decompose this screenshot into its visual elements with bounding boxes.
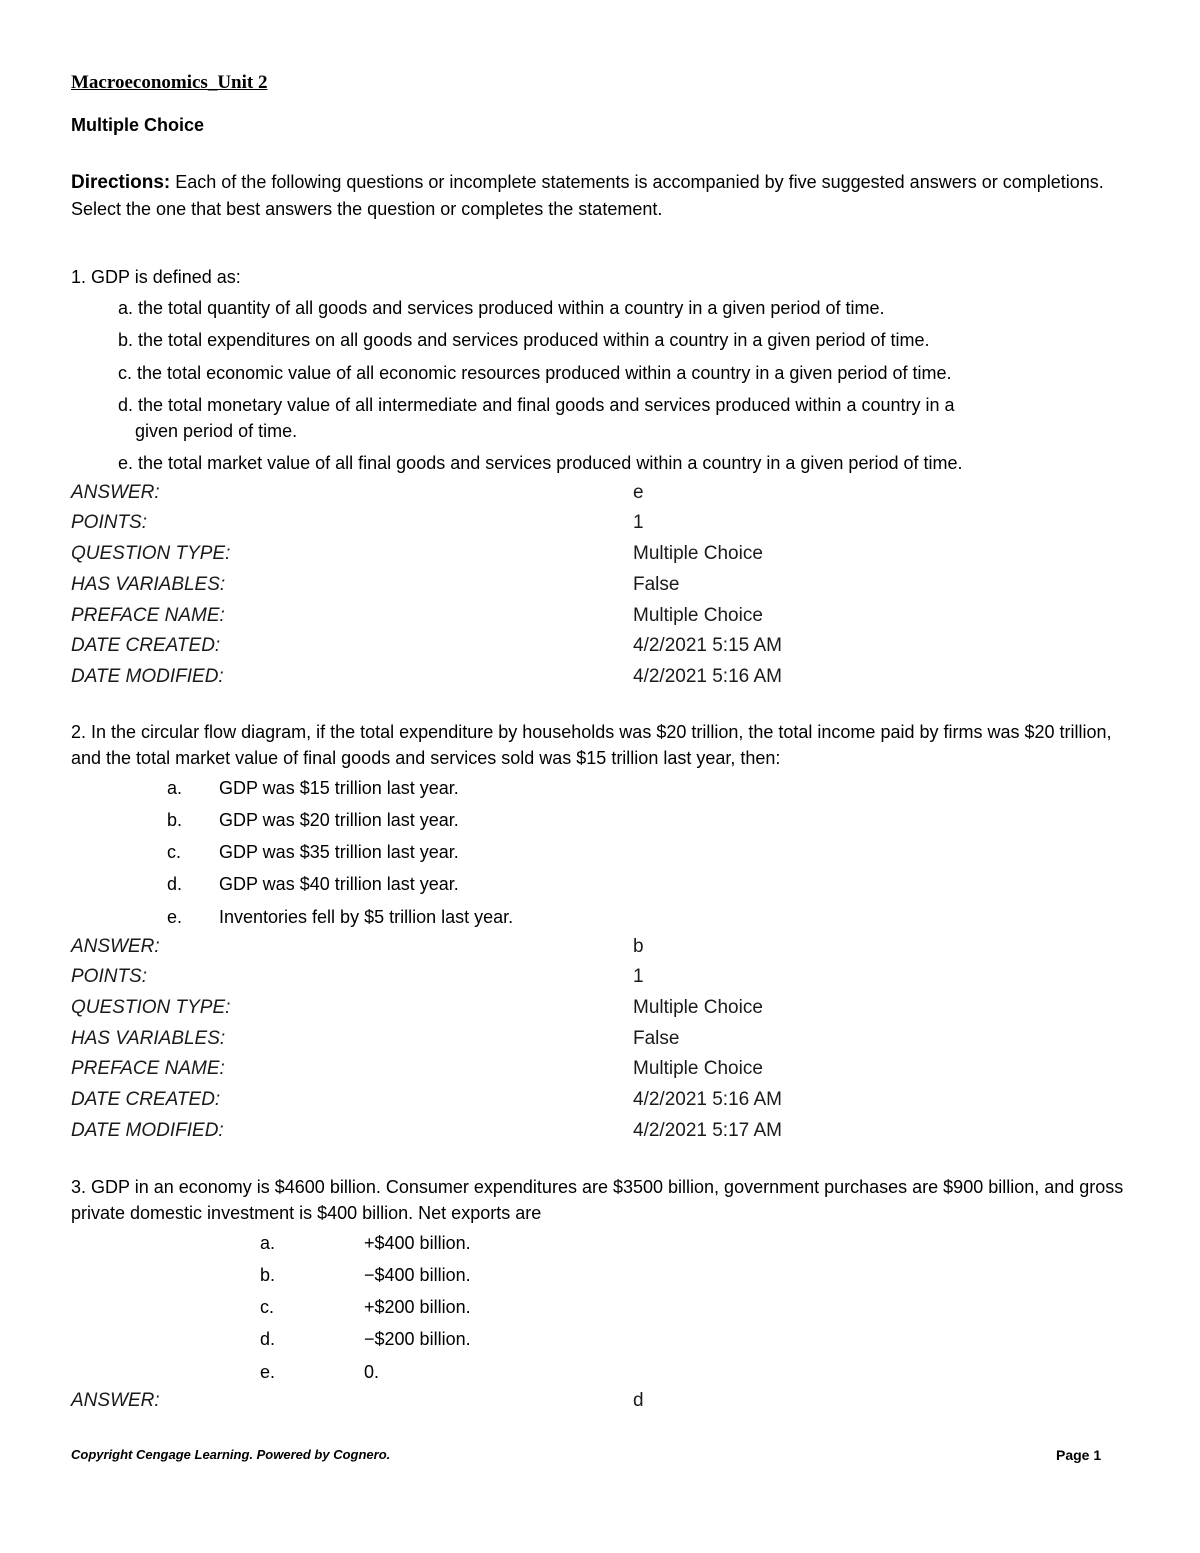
option-text: the total quantity of all goods and services produced within a country in a given period of time.: [138, 298, 885, 318]
meta-row-has-variables: [71, 1028, 871, 1056]
meta-row-points: [71, 512, 871, 540]
document-title: Macroeconomics_Unit 2: [71, 72, 268, 93]
question-1-option-b: [118, 328, 930, 352]
meta-key: ANSWER:: [71, 1390, 160, 1411]
meta-value: Multiple Choice: [633, 543, 763, 564]
option-text: +$400 billion.: [364, 1233, 471, 1253]
option-text: the total economic value of all economic resources produced within a country in a given period of time.: [137, 363, 952, 383]
meta-row-question-type: [71, 997, 871, 1025]
meta-value: False: [633, 1028, 680, 1049]
question-1-text: 1. GDP is defined as:: [71, 267, 241, 287]
meta-key: DATE CREATED:: [71, 1089, 221, 1110]
meta-row-points: [71, 966, 871, 994]
question-2-option-b: [167, 808, 459, 832]
question-3-option-a: [260, 1231, 471, 1255]
question-3-text: 3. GDP in an economy is $4600 billion. Consumer expenditures are $3500 billion, government purchases are $900 billion, and gross private domestic investment is $400 billion. Net exports are: [71, 1177, 1124, 1223]
question-3-option-d: [260, 1327, 471, 1351]
option-text: Inventories fell by $5 trillion last year.: [219, 907, 514, 927]
meta-value: 1: [633, 512, 644, 533]
option-text: the total monetary value of all intermediate and final goods and services produced within a country in a: [138, 395, 955, 415]
option-text: the total market value of all final goods and services produced within a country in a given period of time.: [138, 453, 963, 473]
option-letter: d.: [260, 1329, 276, 1349]
meta-key: PREFACE NAME:: [71, 605, 225, 626]
option-text: GDP was $20 trillion last year.: [219, 810, 459, 830]
meta-value: False: [633, 574, 680, 595]
meta-key: PREFACE NAME:: [71, 1058, 225, 1079]
question-2-option-d: [167, 872, 459, 896]
meta-row-answer: [71, 936, 871, 964]
question-1-option-d: [118, 393, 955, 417]
option-text: −$200 billion.: [364, 1329, 471, 1349]
question-2-option-a: [167, 776, 459, 800]
meta-value: Multiple Choice: [633, 1058, 763, 1079]
meta-row-preface-name: [71, 605, 871, 633]
meta-row-date-created: [71, 635, 871, 663]
question-1-option-a: [118, 296, 884, 320]
footer-page-number: Page 1: [1056, 1447, 1102, 1463]
question-3-option-c: [260, 1295, 471, 1319]
meta-row-date-modified: [71, 1120, 871, 1148]
footer-copyright: Copyright Cengage Learning. Powered by Cognero.: [71, 1447, 391, 1462]
option-letter: c.: [118, 363, 133, 383]
option-letter: b.: [260, 1265, 276, 1285]
question-1-option-e: [118, 451, 963, 475]
meta-key: ANSWER:: [71, 482, 160, 503]
meta-value: Multiple Choice: [633, 605, 763, 626]
option-text: +$200 billion.: [364, 1297, 471, 1317]
meta-key: HAS VARIABLES:: [71, 1028, 226, 1049]
meta-row-answer: [71, 1390, 871, 1418]
meta-row-date-modified: [71, 666, 871, 694]
option-letter: e.: [260, 1362, 276, 1382]
meta-key: QUESTION TYPE:: [71, 543, 231, 564]
meta-key: QUESTION TYPE:: [71, 997, 231, 1018]
meta-row-question-type: [71, 543, 871, 571]
meta-value: b: [633, 936, 644, 957]
option-letter: a.: [167, 778, 183, 798]
meta-value: d: [633, 1390, 644, 1411]
option-letter: c.: [260, 1297, 275, 1317]
meta-key: HAS VARIABLES:: [71, 574, 226, 595]
option-text: −$400 billion.: [364, 1265, 471, 1285]
meta-row-date-created: [71, 1089, 871, 1117]
question-1-option-c: [118, 361, 951, 385]
meta-value: 4/2/2021 5:15 AM: [633, 635, 782, 656]
option-letter: b.: [167, 810, 183, 830]
option-letter: d.: [167, 874, 183, 894]
directions-text: Each of the following questions or incomplete statements is accompanied by five suggested answers or completions. Select the one that best answers the question or completes the statement.: [71, 172, 1104, 219]
option-letter: e.: [118, 453, 134, 473]
option-text: GDP was $15 trillion last year.: [219, 778, 459, 798]
option-text: the total expenditures on all goods and services produced within a country in a given period of time.: [138, 330, 930, 350]
meta-value: 4/2/2021 5:17 AM: [633, 1120, 782, 1141]
meta-key: ANSWER:: [71, 936, 160, 957]
option-letter: b.: [118, 330, 134, 350]
option-letter: a.: [260, 1233, 276, 1253]
directions-paragraph: [71, 169, 1131, 222]
option-text: 0.: [364, 1362, 380, 1382]
meta-key: POINTS:: [71, 966, 148, 987]
question-3-option-e: [260, 1360, 379, 1384]
meta-value: Multiple Choice: [633, 997, 763, 1018]
question-2-option-c: [167, 840, 459, 864]
option-letter: d.: [118, 395, 134, 415]
question-2-option-e: [167, 905, 513, 929]
meta-value: 1: [633, 966, 644, 987]
meta-value: e: [633, 482, 644, 503]
question-3-option-b: [260, 1263, 471, 1287]
option-letter: a.: [118, 298, 134, 318]
meta-row-has-variables: [71, 574, 871, 602]
option-text: GDP was $40 trillion last year.: [219, 874, 459, 894]
meta-row-answer: [71, 482, 871, 510]
meta-row-preface-name: [71, 1058, 871, 1086]
meta-key: POINTS:: [71, 512, 148, 533]
meta-value: 4/2/2021 5:16 AM: [633, 1089, 782, 1110]
directions-label: Directions:: [71, 172, 171, 193]
meta-key: DATE MODIFIED:: [71, 666, 224, 687]
question-1-option-d-continued: given period of time.: [135, 421, 298, 441]
meta-value: 4/2/2021 5:16 AM: [633, 666, 782, 687]
meta-key: DATE MODIFIED:: [71, 1120, 224, 1141]
option-letter: c.: [167, 842, 182, 862]
meta-key: DATE CREATED:: [71, 635, 221, 656]
option-text: GDP was $35 trillion last year.: [219, 842, 459, 862]
section-title: Multiple Choice: [71, 115, 205, 135]
question-2-text: 2. In the circular flow diagram, if the total expenditure by households was $20 trillion, the total income paid by firms was $20 trillion, and the total market value of final goods and services sold was $15 trillion last year, then:: [71, 722, 1112, 768]
option-letter: e.: [167, 907, 183, 927]
